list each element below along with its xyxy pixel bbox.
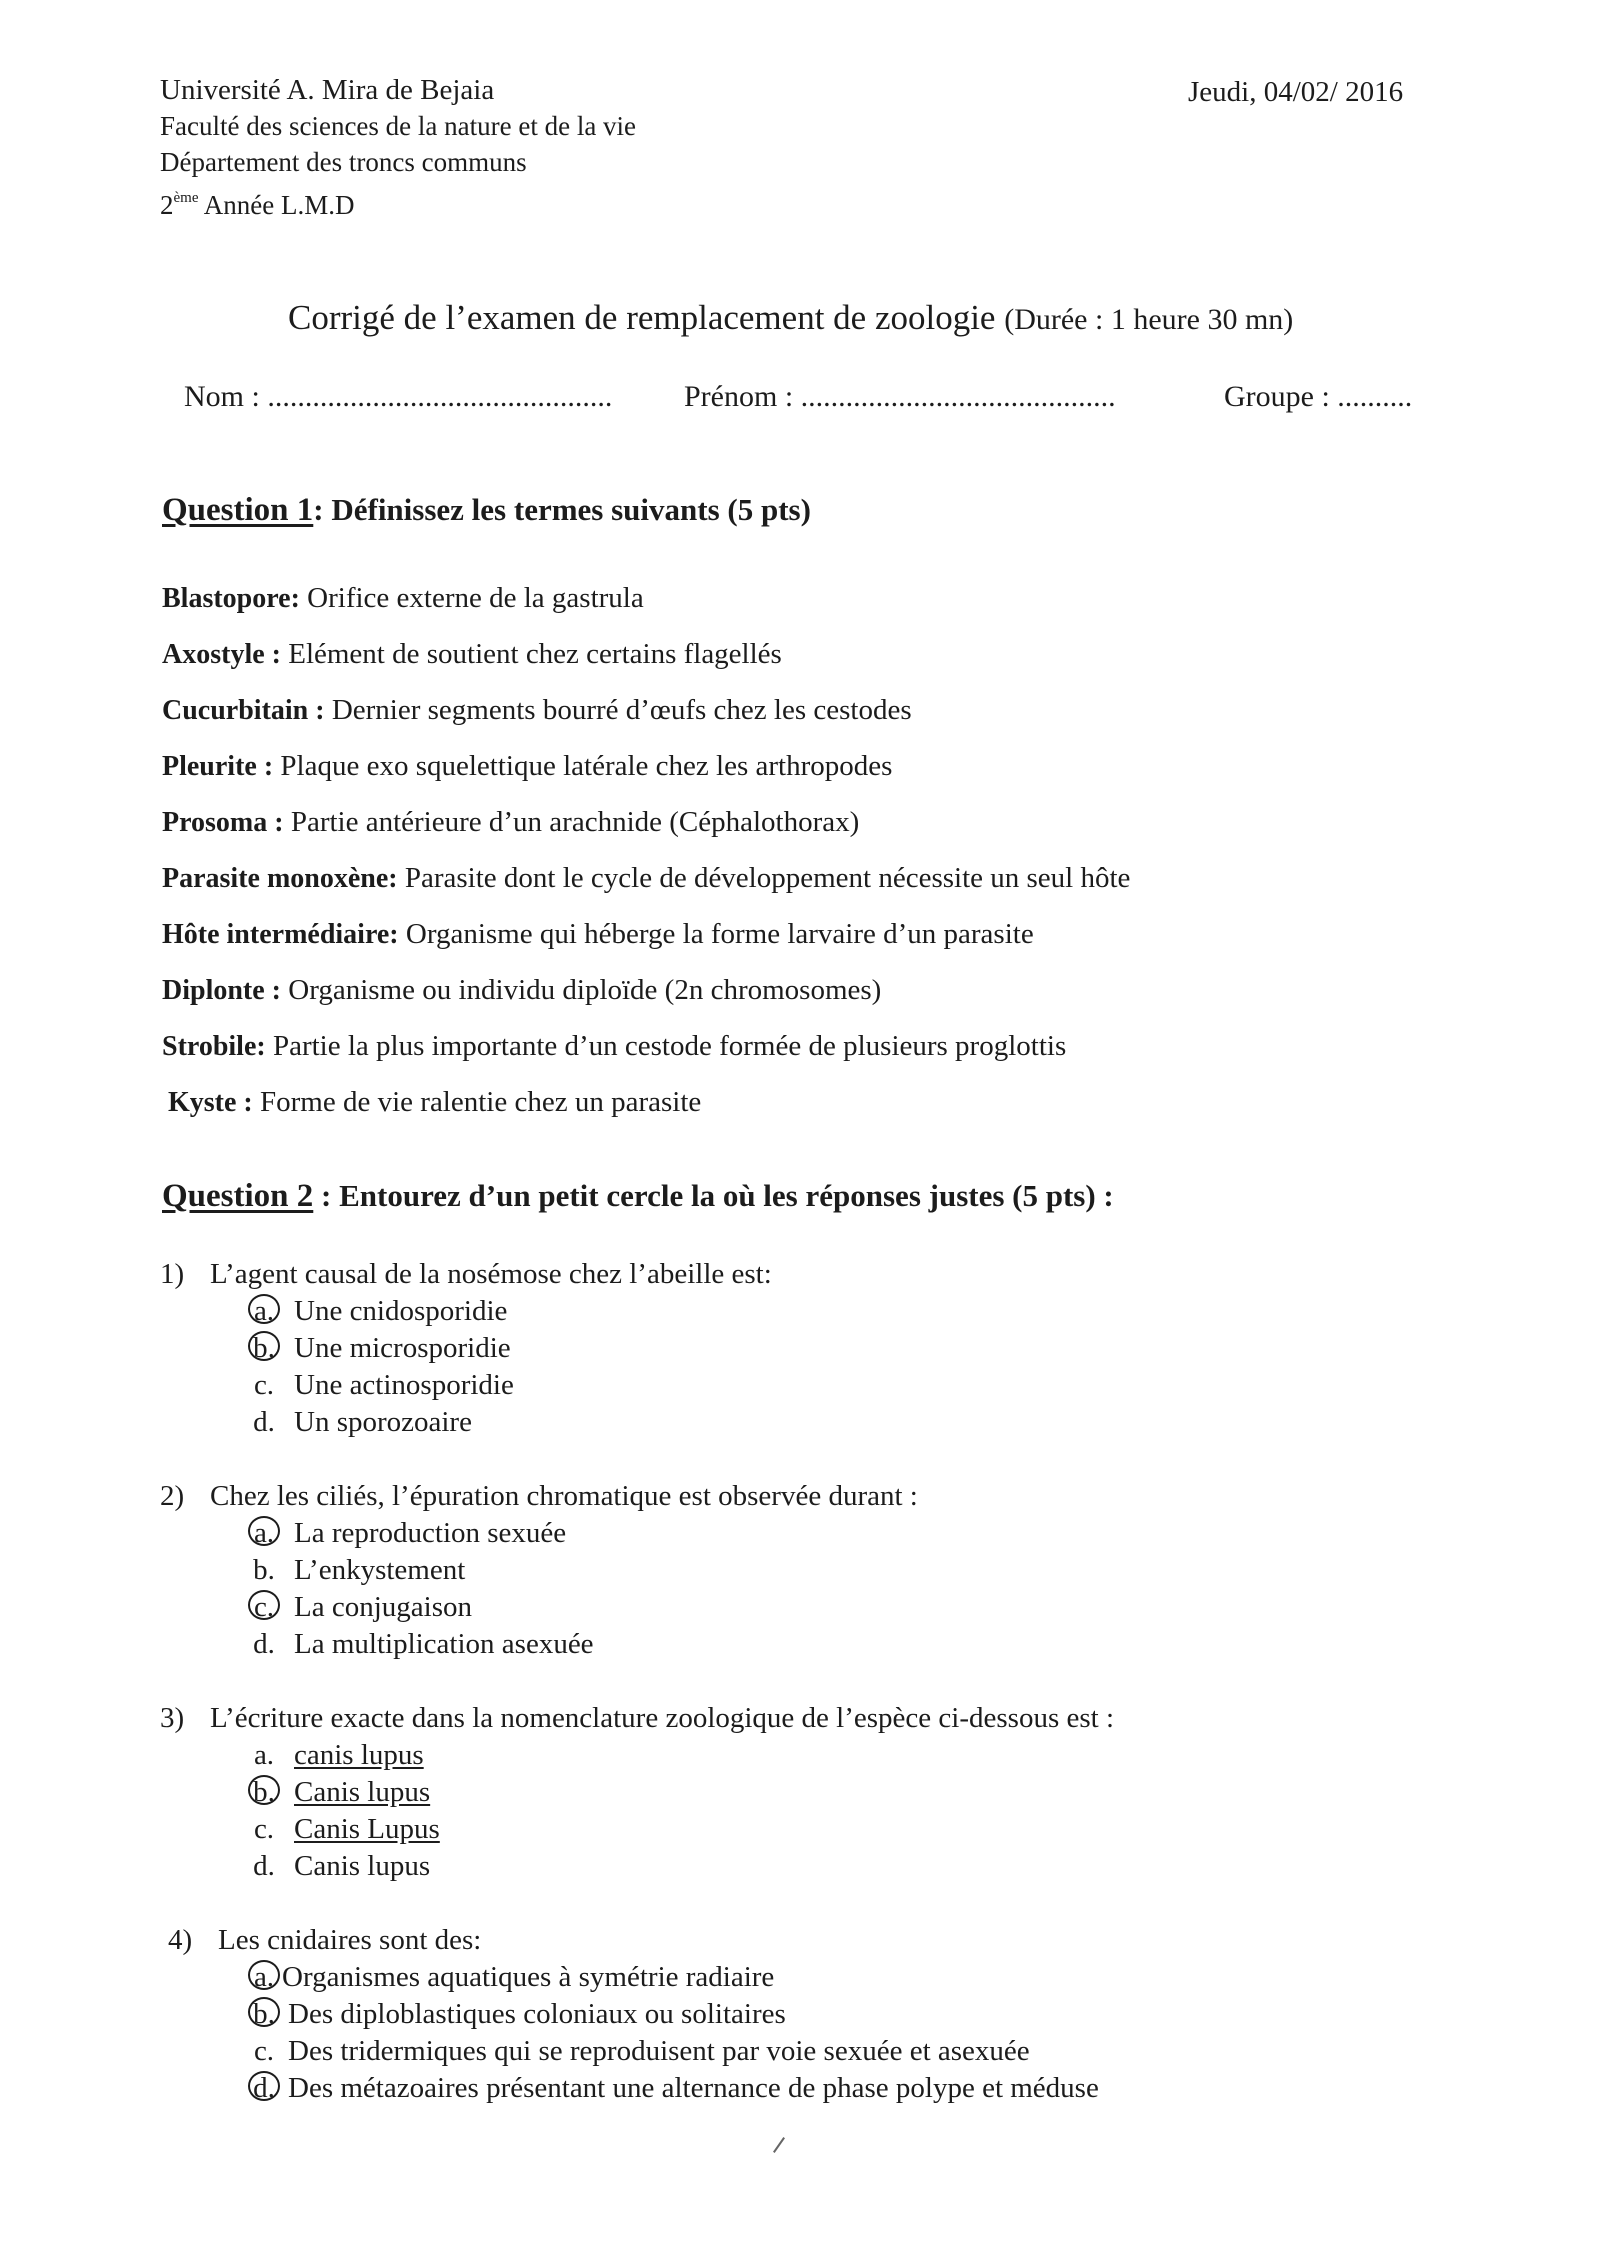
option-letter: b. xyxy=(253,1554,275,1586)
option-letter: a. xyxy=(253,1739,275,1771)
option-a[interactable] xyxy=(248,1959,1099,1996)
definition-text: Partie antérieure d’un arachnide (Céphalothorax) xyxy=(283,806,860,838)
option-text: L’enkystement xyxy=(294,1554,466,1586)
definition-term: Hôte intermédiaire: xyxy=(162,919,399,950)
option-letter: c. xyxy=(253,1369,275,1401)
question-1-text: : Définissez les termes suivants (5 pts) xyxy=(313,492,811,527)
option-c[interactable] xyxy=(248,2033,1099,2070)
subquestion-number: 3) xyxy=(160,1702,185,1734)
option-letter: b. xyxy=(248,1775,280,1805)
prenom-field: Prénom : .......................................... xyxy=(684,380,1116,413)
definition-term: Kyste : xyxy=(168,1087,253,1118)
groupe-field: Groupe : .......... xyxy=(1224,380,1413,413)
subquestion-2 xyxy=(160,1480,918,1663)
institution-header xyxy=(160,72,636,223)
definition-term: Parasite monoxène: xyxy=(162,863,398,894)
option-text: Canis lupus xyxy=(294,1776,431,1808)
option-letter: d. xyxy=(248,2071,280,2101)
option-a[interactable] xyxy=(248,1737,1114,1774)
option-text: Un sporozoaire xyxy=(294,1406,472,1438)
title-main: Corrigé de l’examen de remplacement de zoologie xyxy=(288,298,1005,337)
question-1-label: Question 1 xyxy=(162,492,314,528)
definition-text: Organisme qui héberge la forme larvaire d’un parasite xyxy=(398,918,1034,950)
option-b[interactable] xyxy=(248,1996,1099,2033)
option-letter: d. xyxy=(253,1850,275,1882)
definition-term: Diplonte : xyxy=(162,975,281,1006)
definition-text: Forme de vie ralentie chez un parasite xyxy=(252,1086,702,1118)
option-d[interactable] xyxy=(248,2070,1099,2107)
option-c[interactable] xyxy=(248,1589,918,1626)
option-letter: c. xyxy=(253,2035,275,2067)
question-2-heading xyxy=(162,1178,1114,1215)
definition-text: Partie la plus importante d’un cestode formée de plusieurs proglottis xyxy=(265,1030,1067,1062)
option-text: La multiplication asexuée xyxy=(294,1628,594,1660)
subquestion-prompt xyxy=(160,1702,1114,1735)
title-duration: (Durée : 1 heure 30 mn) xyxy=(1004,303,1294,336)
options-list xyxy=(248,1737,1114,1885)
question-1-heading xyxy=(162,492,811,529)
option-text: La conjugaison xyxy=(294,1591,472,1623)
option-letter: b. xyxy=(248,1997,280,2027)
option-letter: c. xyxy=(253,1813,275,1845)
definition-item xyxy=(162,1018,1130,1074)
question-2-text: : Entourez d’un petit cercle la où les réponses justes (5 pts) : xyxy=(313,1178,1114,1213)
option-d[interactable] xyxy=(248,1626,918,1663)
exam-date: Jeudi, 04/02/ 2016 xyxy=(1188,76,1404,108)
option-letter: d. xyxy=(253,1628,275,1660)
option-text: Une actinosporidie xyxy=(294,1369,514,1401)
definition-text: Plaque exo squelettique latérale chez les arthropodes xyxy=(273,750,893,782)
definition-term: Prosoma : xyxy=(162,807,284,838)
definition-term: Axostyle : xyxy=(162,639,281,670)
option-c[interactable] xyxy=(248,1811,1114,1848)
option-text: Des tridermiques qui se reproduisent par voie sexuée et asexuée xyxy=(288,2035,1030,2067)
option-letter: c. xyxy=(248,1590,280,1620)
option-letter: d. xyxy=(253,1406,275,1438)
option-text: Une microsporidie xyxy=(294,1332,511,1364)
definition-item xyxy=(162,794,1130,850)
definition-term: Blastopore: xyxy=(162,583,300,614)
option-text: Des diploblastiques coloniaux ou solitaires xyxy=(288,1998,786,2030)
year-text: Année L.M.D xyxy=(198,190,355,220)
option-letter: b. xyxy=(248,1331,280,1361)
option-letter: a. xyxy=(248,1516,280,1546)
option-text: canis lupus xyxy=(294,1739,424,1771)
subquestion-text: L’agent causal de la nosémose chez l’abeille est: xyxy=(210,1258,772,1290)
definition-text: Orifice externe de la gastrula xyxy=(299,582,644,614)
definition-item xyxy=(168,1074,1130,1130)
option-text: La reproduction sexuée xyxy=(294,1517,567,1549)
question-2-label: Question 2 xyxy=(162,1178,314,1214)
option-c[interactable] xyxy=(248,1367,772,1404)
option-d[interactable] xyxy=(248,1404,772,1441)
subquestion-number: 1) xyxy=(160,1258,185,1290)
year-level xyxy=(160,180,636,223)
option-letter: a. xyxy=(248,1960,280,1990)
option-text: Canis Lupus xyxy=(294,1813,440,1845)
subquestion-text: Les cnidaires sont des: xyxy=(218,1924,482,1956)
year-number: 2 xyxy=(160,190,174,220)
option-a[interactable] xyxy=(248,1293,772,1330)
subquestion-1 xyxy=(160,1258,772,1441)
subquestion-prompt xyxy=(168,1924,1099,1957)
option-b[interactable] xyxy=(248,1774,1114,1811)
pen-mark xyxy=(773,2137,785,2153)
option-text: Organismes aquatiques à symétrie radiaire xyxy=(282,1961,775,1993)
options-list xyxy=(248,1959,1099,2107)
definition-item xyxy=(162,962,1130,1018)
definition-term: Pleurite : xyxy=(162,751,274,782)
exam-title xyxy=(288,298,1293,338)
subquestion-number: 2) xyxy=(160,1480,185,1512)
definition-item xyxy=(162,626,1130,682)
subquestion-prompt xyxy=(160,1258,772,1291)
subquestion-number: 4) xyxy=(168,1924,193,1956)
option-text: Canis lupus xyxy=(294,1850,431,1882)
option-d[interactable] xyxy=(248,1848,1114,1885)
option-b[interactable] xyxy=(248,1552,918,1589)
option-text: Des métazoaires présentant une alternance de phase polype et méduse xyxy=(288,2072,1099,2104)
definition-term: Cucurbitain : xyxy=(162,695,325,726)
year-superscript: ème xyxy=(173,190,199,206)
definition-item xyxy=(162,682,1130,738)
nom-field: Nom : .............................................. xyxy=(184,380,613,413)
definition-item xyxy=(162,570,1130,626)
definition-item xyxy=(162,738,1130,794)
subquestion-4 xyxy=(168,1924,1099,2107)
option-a[interactable] xyxy=(248,1515,918,1552)
options-list xyxy=(248,1293,772,1441)
definition-text: Dernier segments bourré d’œufs chez les cestodes xyxy=(324,694,912,726)
definition-text: Parasite dont le cycle de développement nécessite un seul hôte xyxy=(397,862,1131,894)
definition-item xyxy=(162,906,1130,962)
definition-item xyxy=(162,850,1130,906)
subquestion-3 xyxy=(160,1702,1114,1885)
options-list xyxy=(248,1515,918,1663)
subquestion-text: Chez les ciliés, l’épuration chromatique est observée durant : xyxy=(210,1480,918,1512)
subquestion-prompt xyxy=(160,1480,918,1513)
definition-text: Organisme ou individu diploïde (2n chromosomes) xyxy=(281,974,882,1006)
option-b[interactable] xyxy=(248,1330,772,1367)
option-text: Une cnidosporidie xyxy=(294,1295,508,1327)
faculty-name: Faculté des sciences de la nature et de la vie xyxy=(160,111,637,141)
department-name: Département des troncs communs xyxy=(160,147,527,177)
subquestion-text: L’écriture exacte dans la nomenclature zoologique de l’espèce ci-dessous est : xyxy=(210,1702,1114,1734)
definitions-list xyxy=(162,570,1130,1130)
definition-text: Elément de soutient chez certains flagellés xyxy=(280,638,782,670)
option-letter: a. xyxy=(248,1294,280,1324)
definition-term: Strobile: xyxy=(162,1031,266,1062)
university-name: Université A. Mira de Bejaia xyxy=(160,74,495,106)
